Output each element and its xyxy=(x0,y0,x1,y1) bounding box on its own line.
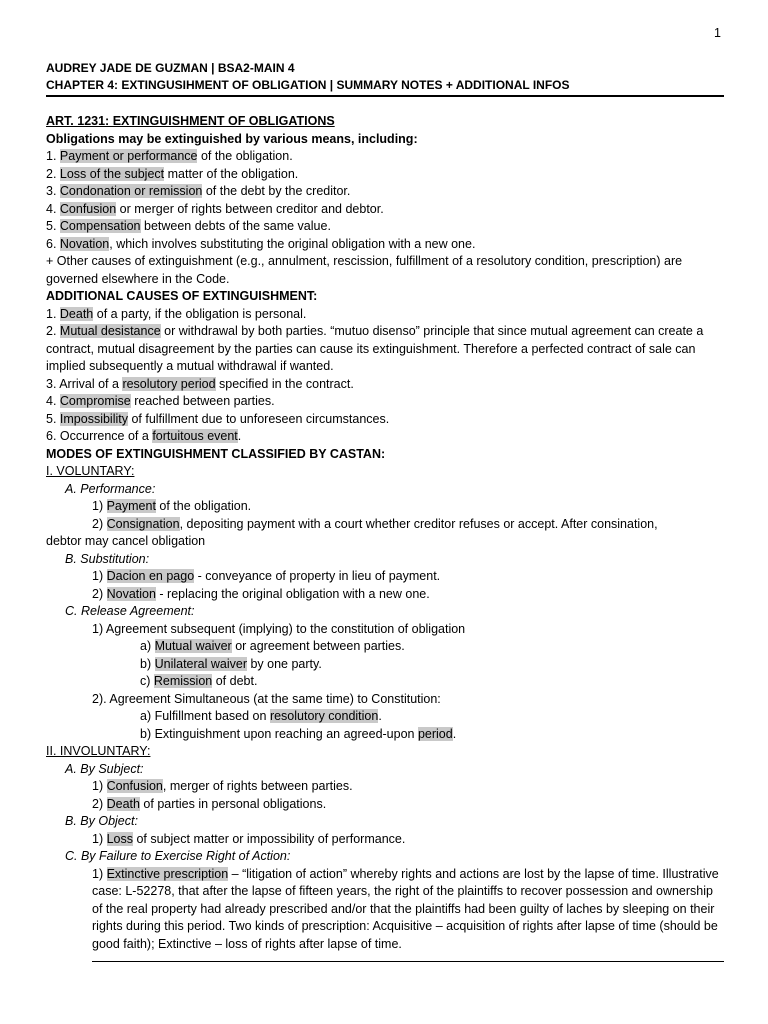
other-causes: + Other causes of extinguishment (e.g., annulment, rescission, fulfillment of a resolutory condition, prescription) are governed elsewhere in the Code. xyxy=(46,254,683,286)
list-item: 1. Death of a party, if the obligation is personal. xyxy=(46,306,307,321)
list-item: a) Mutual waiver or agreement between parties. xyxy=(140,639,405,653)
list-item: 1) Confusion, merger of rights between parties. xyxy=(92,779,353,793)
by-object-heading: B. By Object: xyxy=(65,814,138,828)
list-item: 1) Extinctive prescription – “litigation of action” whereby rights and actions are lost by the lapse of time. Illustrative case: L-52278, that after the lapse of fifteen years, the right of the plaintiffs to recover possession and ownership of the real property had already prescribed and/or that the plaintiffs had been guilty of laches by sleeping on their rights during this period. Two kinds of prescription: Acquisitive – acquisition of rights after lapse of time (should be good faith); Extinctive – loss of rights after lapse of time. xyxy=(92,866,719,951)
list-item: a) Fulfillment based on resolutory condition. xyxy=(140,709,382,723)
list-item: 2. Loss of the subject matter of the obligation. xyxy=(46,166,299,181)
author-line: AUDREY JADE DE GUZMAN | BSA2-MAIN 4 xyxy=(46,61,295,75)
additional-title: ADDITIONAL CAUSES OF EXTINGUISHMENT: xyxy=(46,289,318,303)
chapter-line: CHAPTER 4: EXTINGUSIHMENT OF OBLIGATION | SUMMARY NOTES + ADDITIONAL INFOS xyxy=(46,78,570,92)
performance-heading: A. Performance: xyxy=(65,481,156,496)
list-item: 4. Confusion or merger of rights between creditor and debtor. xyxy=(46,201,384,216)
footer-rule xyxy=(92,961,724,962)
voluntary-heading: I. VOLUNTARY: xyxy=(46,464,135,478)
list-item: 5. Impossibility of fulfillment due to unforeseen circumstances. xyxy=(46,411,390,426)
page-number: 1 xyxy=(714,26,721,40)
list-item-continuation: debtor may cancel obligation xyxy=(46,534,206,548)
list-item: b) Extinguishment upon reaching an agreed-upon period. xyxy=(140,726,457,741)
release-agreement-heading: C. Release Agreement: xyxy=(65,604,195,618)
list-item: 1) Loss of subject matter or impossibility of performance. xyxy=(92,831,406,846)
list-item: b) Unilateral waiver by one party. xyxy=(140,656,322,671)
list-item: 2). Agreement Simultaneous (at the same time) to Constitution: xyxy=(92,691,441,706)
failure-right-heading: C. By Failure to Exercise Right of Action: xyxy=(65,849,291,863)
list-item: 1) Agreement subsequent (implying) to the constitution of obligation xyxy=(92,621,466,636)
document-body xyxy=(46,113,726,953)
list-item: 6. Occurrence of a fortuitous event. xyxy=(46,429,242,443)
list-item: 2. Mutual desistance or withdrawal by both parties. “mutuo disenso” principle that since mutual agreement can create a contract, mutual disagreement by the parties can cause its extinguishment. Therefore a perfected contract of sale can implied subsequently a mutual withdrawal if wanted. xyxy=(46,324,704,373)
list-item: 5. Compensation between debts of the same value. xyxy=(46,219,331,233)
art-intro: Obligations may be extinguished by various means, including: xyxy=(46,131,418,146)
list-item: 1) Dacion en pago - conveyance of property in lieu of payment. xyxy=(92,569,441,583)
list-item: 2) Consignation, depositing payment with a court whether creditor refuses or accept. After consination, xyxy=(92,516,658,531)
substitution-heading: B. Substitution: xyxy=(65,551,150,566)
list-item: 4. Compromise reached between parties. xyxy=(46,394,275,408)
list-item: 1) Payment of the obligation. xyxy=(92,499,252,513)
list-item: 3. Condonation or remission of the debt by the creditor. xyxy=(46,184,351,198)
header-rule xyxy=(46,95,724,97)
list-item: 3. Arrival of a resolutory period specified in the contract. xyxy=(46,376,354,391)
castan-title: MODES OF EXTINGUISHMENT CLASSIFIED BY CASTAN: xyxy=(46,446,386,461)
involuntary-heading: II. INVOLUNTARY: xyxy=(46,744,151,758)
list-item: 6. Novation, which involves substituting the original obligation with a new one. xyxy=(46,236,476,251)
document-header xyxy=(46,60,724,94)
list-item: 1. Payment or performance of the obligation. xyxy=(46,149,293,163)
list-item: 2) Novation - replacing the original obligation with a new one. xyxy=(92,586,430,601)
list-item: 2) Death of parties in personal obligations. xyxy=(92,796,327,811)
by-subject-heading: A. By Subject: xyxy=(65,761,144,776)
list-item: c) Remission of debt. xyxy=(140,674,258,688)
art-title: ART. 1231: EXTINGUISHMENT OF OBLIGATIONS xyxy=(46,114,335,128)
